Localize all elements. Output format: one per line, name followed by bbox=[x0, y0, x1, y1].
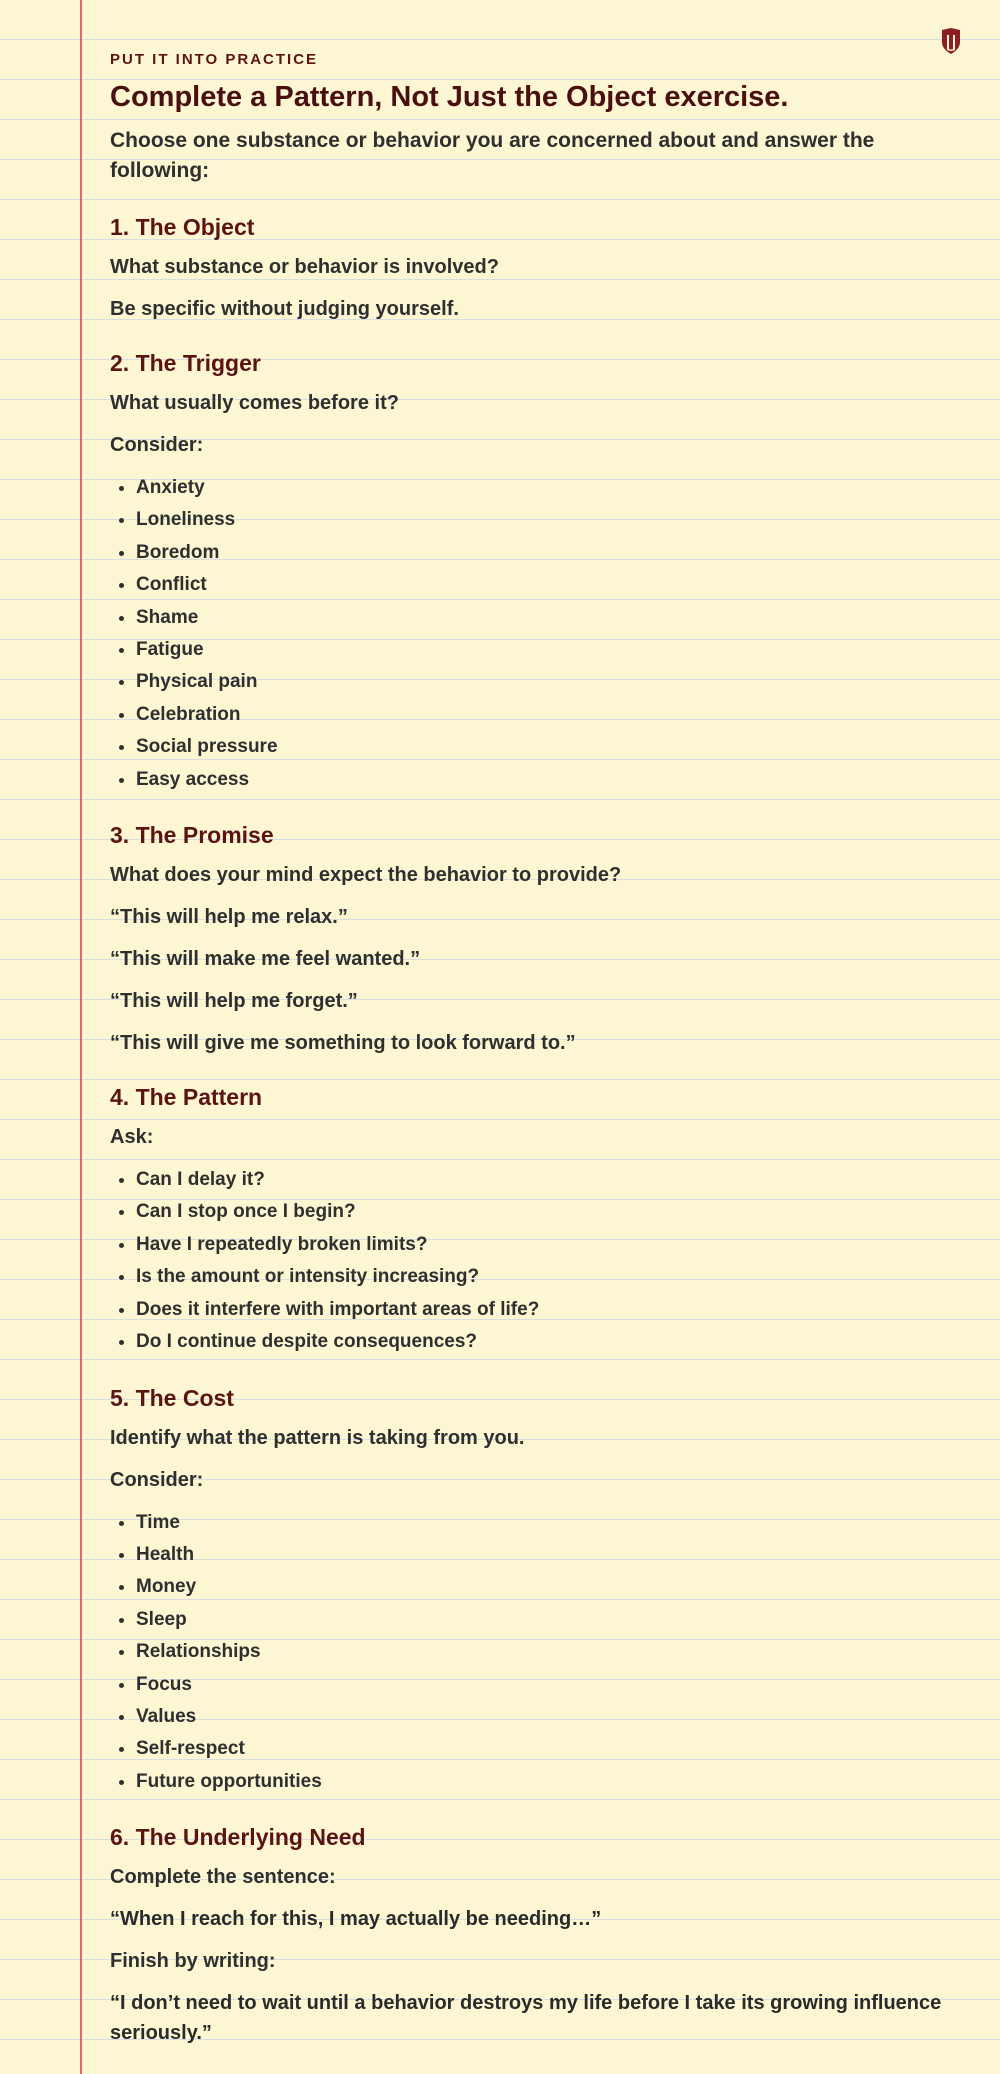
prompt-line: Complete the sentence: bbox=[110, 1866, 336, 1889]
prompt-line: Be specific without judging yourself. bbox=[110, 298, 459, 320]
list-item: • Loneliness bbox=[136, 504, 970, 536]
quote-line: “This will give me something to look forward to.” bbox=[110, 1032, 576, 1055]
list-item: • Easy access bbox=[136, 764, 970, 796]
list-item: • Have I repeatedly broken limits? bbox=[136, 1229, 970, 1261]
section-heading: 1. The Object bbox=[110, 214, 255, 240]
section-trigger bbox=[110, 348, 970, 796]
section-heading: 6. The Underlying Need bbox=[110, 1824, 366, 1851]
prompt-line: Ask: bbox=[110, 1126, 154, 1149]
prompt-line: What usually comes before it? bbox=[110, 392, 399, 414]
prompt-line: What substance or behavior is involved? bbox=[110, 256, 499, 278]
prompt-line: Consider: bbox=[110, 434, 204, 456]
page-title: Complete a Pattern, Not Just the Object exercise. bbox=[110, 81, 789, 113]
section-object bbox=[110, 212, 970, 324]
list-item: • Future opportunities bbox=[136, 1766, 970, 1798]
notebook-margin-line bbox=[80, 0, 82, 2074]
list-item: • Celebration bbox=[136, 699, 970, 731]
section-heading: 5. The Cost bbox=[110, 1384, 234, 1411]
list-item: • Focus bbox=[136, 1669, 970, 1701]
list-item: • Shame bbox=[136, 602, 970, 634]
list-item: • Fatigue bbox=[136, 634, 970, 666]
exercise-content bbox=[110, 50, 970, 2062]
prompt-line: Finish by writing: bbox=[110, 1950, 276, 1973]
prompt-line: Consider: bbox=[110, 1468, 204, 1491]
quote-line: “This will make me feel wanted.” bbox=[110, 948, 421, 971]
cost-list bbox=[110, 1507, 970, 1799]
list-item: • Do I continue despite consequences? bbox=[136, 1326, 970, 1358]
list-item: • Can I stop once I begin? bbox=[136, 1196, 970, 1228]
list-item: • Can I delay it? bbox=[136, 1164, 970, 1196]
section-heading: 2. The Trigger bbox=[110, 350, 261, 376]
list-item: • Time bbox=[136, 1507, 970, 1539]
list-item: • Boredom bbox=[136, 537, 970, 569]
list-item: • Relationships bbox=[136, 1636, 970, 1668]
pattern-question-list bbox=[110, 1164, 970, 1358]
intro-text: Choose one substance or behavior you are concerned about and answer the following: bbox=[110, 129, 875, 182]
list-item: • Sleep bbox=[136, 1604, 970, 1636]
list-item: • Self-respect bbox=[136, 1733, 970, 1765]
quote-line: “This will help me forget.” bbox=[110, 990, 358, 1013]
list-item: • Values bbox=[136, 1701, 970, 1733]
quote-line: “This will help me relax.” bbox=[110, 906, 348, 929]
prompt-line: Identify what the pattern is taking from you. bbox=[110, 1426, 525, 1449]
section-underlying-need bbox=[110, 1822, 970, 2048]
section-pattern bbox=[110, 1082, 970, 1358]
section-heading: 4. The Pattern bbox=[110, 1084, 263, 1111]
list-item: • Physical pain bbox=[136, 666, 970, 698]
list-item: • Anxiety bbox=[136, 472, 970, 504]
section-eyebrow: PUT IT INTO PRACTICE bbox=[110, 51, 319, 68]
trigger-list bbox=[110, 472, 970, 796]
list-item: • Money bbox=[136, 1571, 970, 1603]
section-promise bbox=[110, 820, 970, 1058]
list-item: • Is the amount or intensity increasing? bbox=[136, 1261, 970, 1293]
section-heading: 3. The Promise bbox=[110, 822, 274, 849]
list-item: • Health bbox=[136, 1539, 970, 1571]
section-cost bbox=[110, 1383, 970, 1799]
prompt-line: What does your mind expect the behavior to provide? bbox=[110, 864, 622, 887]
closing-statement: “I don’t need to wait until a behavior destroys my life before I take its growing influence seriously.” bbox=[110, 1992, 942, 2045]
list-item: • Social pressure bbox=[136, 731, 970, 763]
list-item: • Does it interfere with important areas of life? bbox=[136, 1294, 970, 1326]
list-item: • Conflict bbox=[136, 569, 970, 601]
sentence-starter: “When I reach for this, I may actually be needing…” bbox=[110, 1908, 602, 1931]
